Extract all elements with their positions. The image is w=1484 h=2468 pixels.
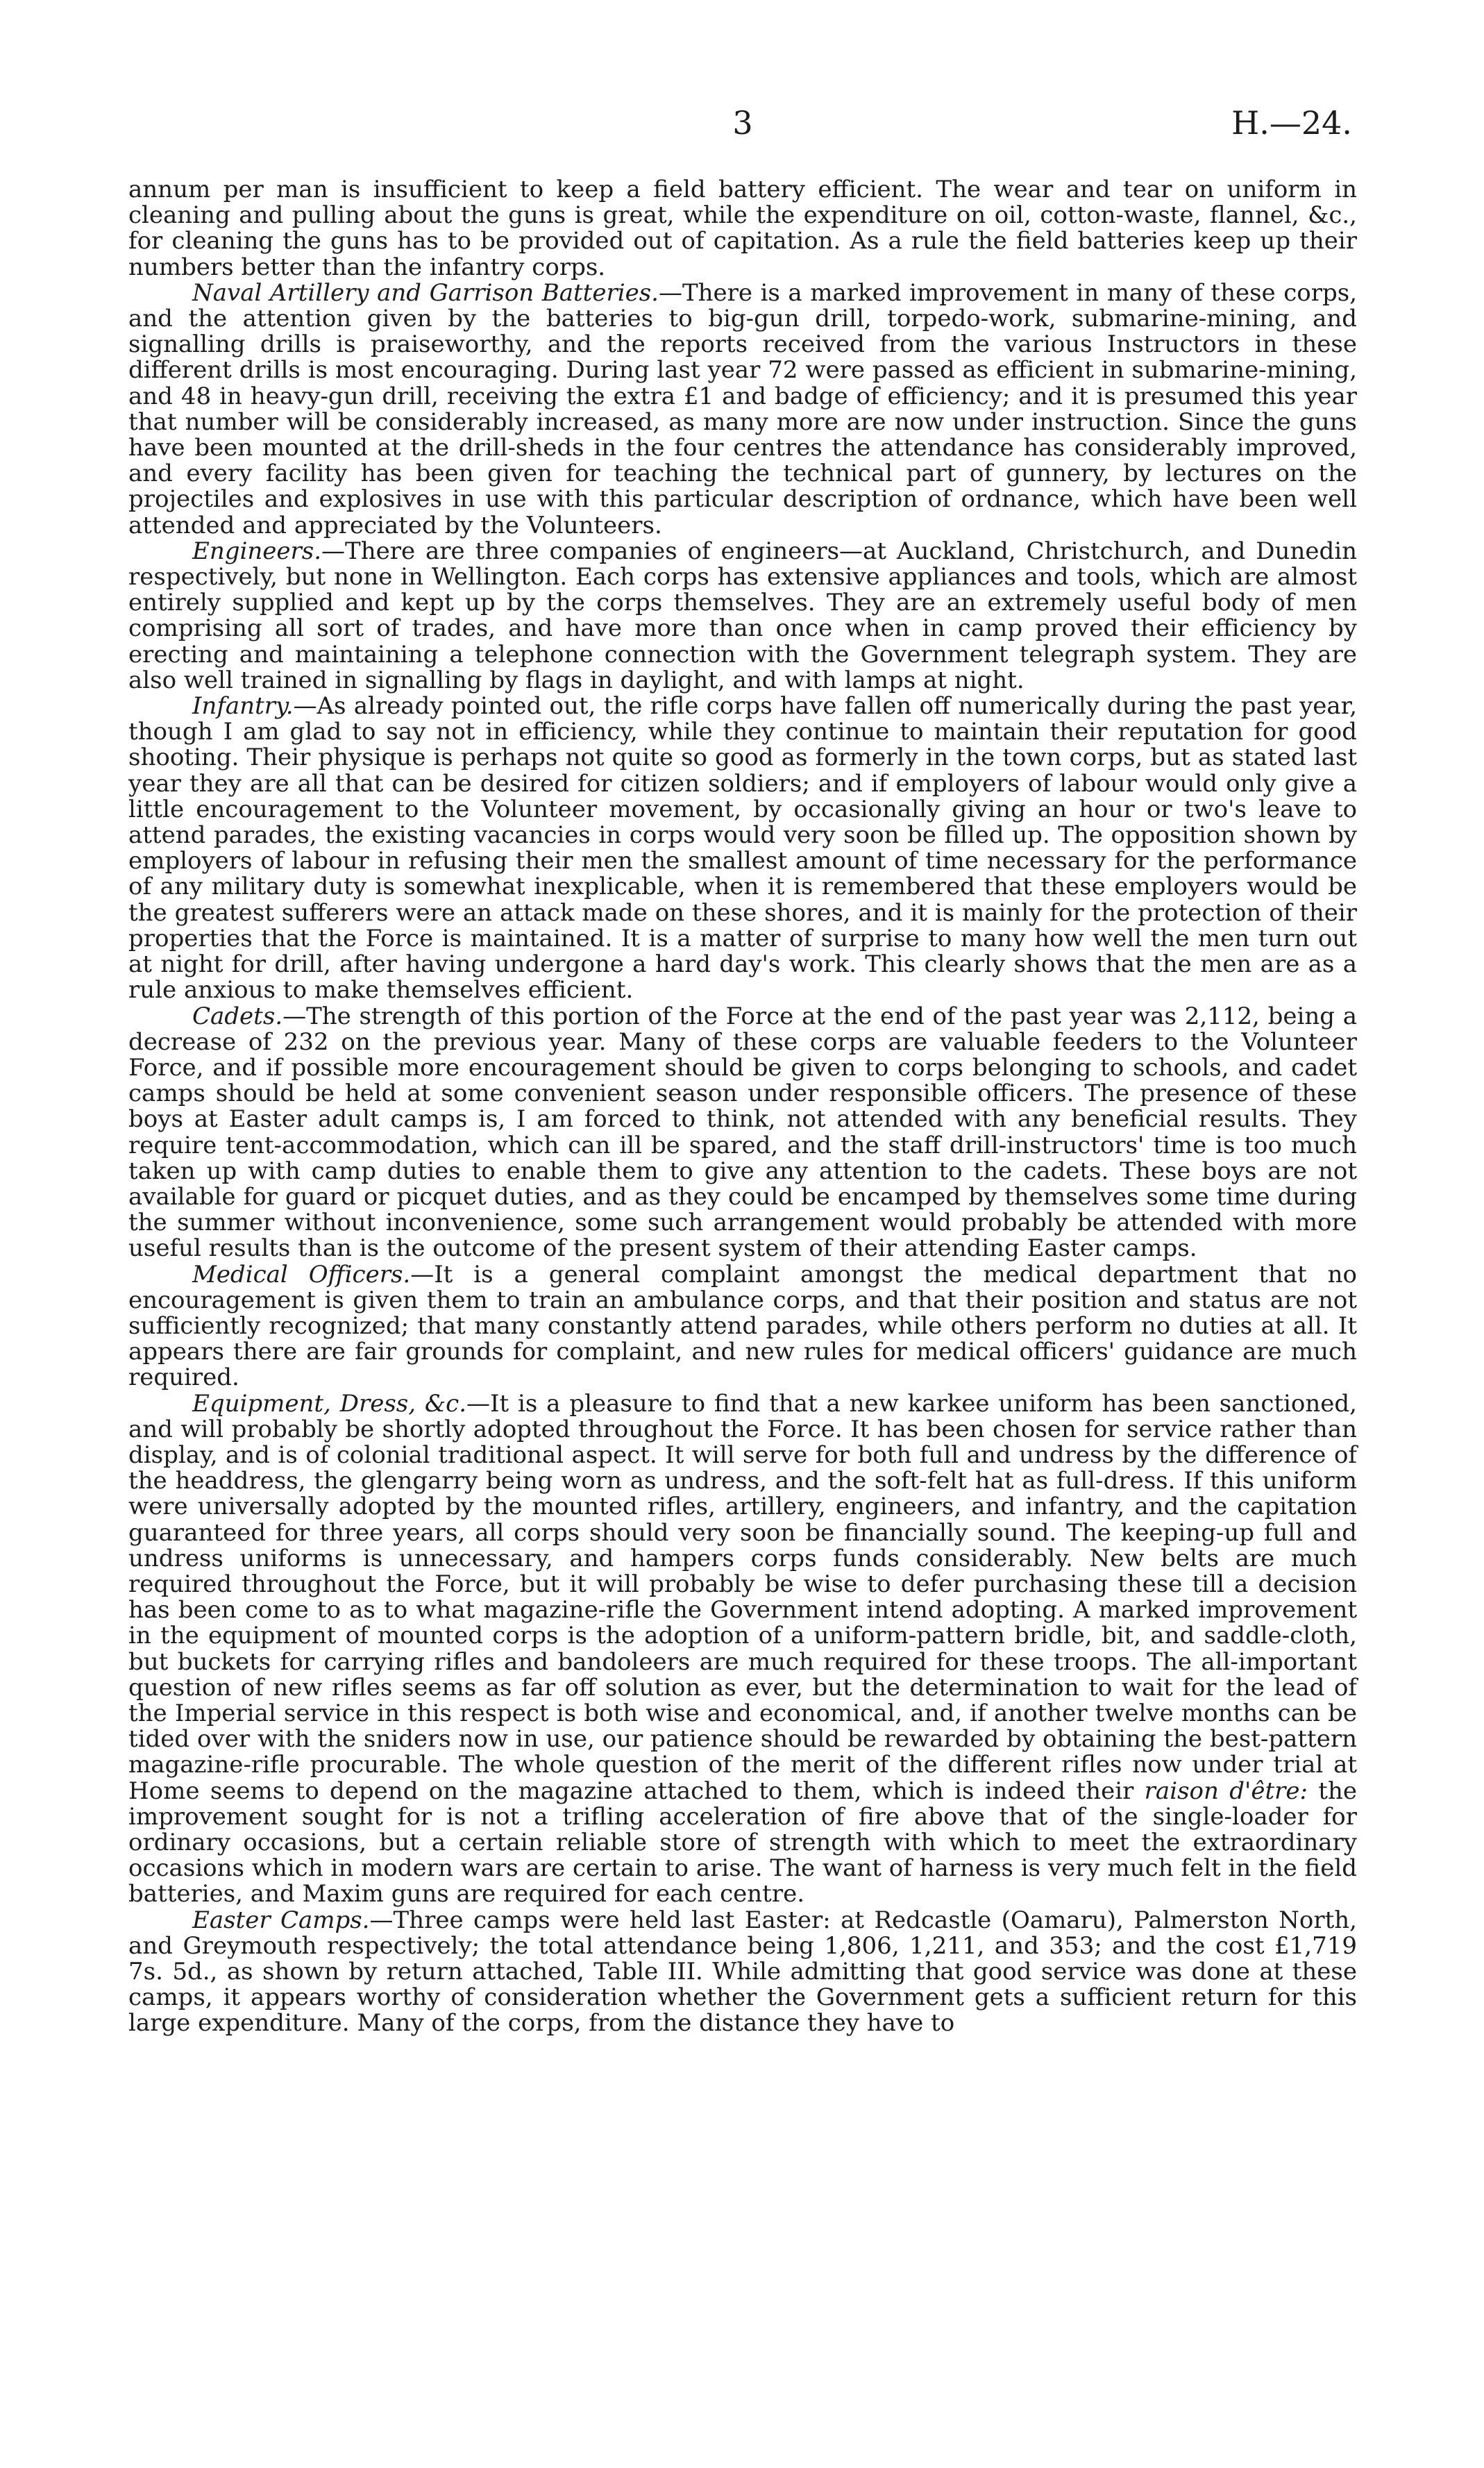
paragraph-intro [128,177,1357,280]
section-naval-artillery [128,280,1357,539]
section-medical-officers [128,1262,1357,1391]
section-easter-camps [128,1908,1357,2037]
section-heading: Engineers. [192,537,322,565]
section-heading: Equipment, Dress, &c. [192,1389,467,1418]
section-text: —There are three companies of engineers—at Auckland, Christchurch, and Dunedin respectively, but none in Wellington. Each corps has extensive appliances and tools, which are almost entirely supplied and kept up by the corps themselves. They are an extremely useful body of men comprising all sort of trades, and have more than once when in camp proved their efficiency by erecting and maintaining a telephone connection with the Government telegraph system. They are also well trained in signalling by flags in daylight, and with lamps at night. [128,537,1357,694]
body-text [128,177,1357,2037]
section-text: —The strength of this portion of the Force at the end of the past year was 2,112, being a decrease of 232 on the previous year. Many of these corps are valuable feeders to the Volunteer Force, and if possible more encouragement should be given to corps belonging to schools, and cadet camps should be held at some convenient season under responsible officers. The presence of these boys at Easter adult camps is, I am forced to think, not attended with any beneficial results. They require tent-accommodation, which can ill be spared, and the staff drill-instructors' time is too much taken up with camp duties to enable them to give any attention to the cadets. These boys are not available for guard or picquet duties, and as they could be encamped by themselves some time during the summer without inconvenience, some such arrangement would probably be attended with more useful results than is the outcome of the present system of their attending Easter camps. [128,1002,1357,1263]
document-reference: H.—24. [1231,104,1352,142]
italic-phrase: raison d'être: [1144,1777,1308,1805]
section-text: —Three camps were held last Easter: at Redcastle (Oamaru), Palmerston North, and Greymouth respectively; the total attendance being 1,806, 1,211, and 353; and the cost £1,719 7s. 5d., as shown by return attached, Table III. While admitting that good service was done at these camps, it appears worthy of consideration whether the Government gets a sufficient return for this large expenditure. Many of the corps, from the distance they have to [128,1906,1357,2038]
section-infantry [128,694,1357,1003]
section-equipment-dress [128,1391,1357,1908]
section-heading: Naval Artillery and Garrison Batteries. [192,278,659,307]
section-text: —As already pointed out, the rifle corps have fallen off numerically during the past year, though I am glad to say not in efficiency, while they continue to maintain their reputation for good shooting. Their physique is perhaps not quite so good as formerly in the town corps, but as stated last year they are all that can be desired for citizen soldiers; and if employers of labour would only give a little encouragement to the Volunteer movement, by occasionally giving an hour or two's leave to attend parades, the existing vacancies in corps would very soon be filled up. The opposition shown by employers of labour in refusing their men the smallest amount of time necessary for the performance of any military duty is somewhat inexplicable, when it is remembered that these employers would be the greatest sufferers were an attack made on these shores, and it is mainly for the protection of their properties that the Force is maintained. It is a matter of surprise to many how well the men turn out at night for drill, after having undergone a hard day's work. This clearly shows that the men are as a rule anxious to make themselves efficient. [128,692,1357,1005]
page-number: 3 [732,104,753,142]
section-heading: Infantry. [192,692,294,721]
section-heading: Cadets. [192,1002,283,1030]
section-heading: Easter Camps. [192,1906,370,1934]
section-engineers [128,539,1357,694]
paragraph-text: annum per man is insufficient to keep a field battery efficient. The wear and tear on uniform in cleaning and pulling about the guns is great, while the expenditure on oil, cotton-waste, flannel, &c., for cleaning the guns has to be provided out of capitation. As a rule the field batteries keep up their numbers better than the infantry corps. [128,176,1357,281]
section-text-continued: the improvement sought for is not a trifling acceleration of fire above that of the single-loader for ordinary occasions, but a certain reliable store of strength with which to meet the extraordinary occasions which in modern wars are certain to arise. The want of harness is very much felt in the field batteries, and Maxim guns are required for each centre. [128,1777,1357,1908]
section-text: —There is a marked improvement in many of these corps, and the attention given by the batteries to big-gun drill, torpedo-work, submarine-mining, and signalling drills is praiseworthy, and the reports received from the various Instructors in these different drills is most encouraging. During last year 72 were passed as efficient in submarine-mining, and 48 in heavy-gun drill, receiving the extra £1 and badge of efficiency; and it is presumed this year that number will be considerably increased, as many more are now under instruction. Since the guns have been mounted at the drill-sheds in the four centres the attendance has considerably improved, and every facility has been given for teaching the technical part of gunnery, by lectures on the projectiles and explosives in use with this particular description of ordnance, which have been well attended and appreciated by the Volunteers. [128,278,1358,539]
section-heading: Medical Officers. [192,1260,411,1288]
section-text: —It is a pleasure to find that a new karkee uniform has been sanctioned, and will probably be shortly adopted throughout the Force. It has been chosen for service rather than display, and is of colonial traditional aspect. It will serve for both full and undress by the difference of the headdress, the glengarry being worn as undress, and the soft-felt hat as full-dress. If this uniform were universally adopted by the mounted rifles, artillery, engineers, and infantry, and the capitation guaranteed for three years, all corps should very soon be financially sound. The keeping-up full and undress uniforms is unnecessary, and hampers corps funds considerably. New belts are much required throughout the Force, but it will probably be wise to defer purchasing these till a decision has been come to as to what magazine-rifle the Government intend adopting. A marked improvement in the equipment of mounted corps is the adoption of a uniform-pattern bridle, bit, and saddle-cloth, but buckets for carrying rifles and bandoleers are much required for these troops. The all-important question of new rifles seems as far off solution as ever, but the determination to wait for the lead of the Imperial service in this respect is both wise and economical, and, if another twelve months can be tided over with the sniders now in use, our patience should be rewarded by obtaining the best-pattern magazine-rifle procurable. The whole question of the merit of the different rifles now under trial at Home seems to depend on the magazine attached to them, which is indeed their [128,1389,1357,1805]
section-cadets [128,1004,1357,1262]
section-text: —It is a general complaint amongst the medical department that no encouragement is given them to train an ambulance corps, and that their position and status are not sufficiently recognized; that many constantly attend parades, while others perform no duties at all. It appears there are fair grounds for complaint, and new rules for medical officers' guidance are much required. [128,1260,1357,1392]
